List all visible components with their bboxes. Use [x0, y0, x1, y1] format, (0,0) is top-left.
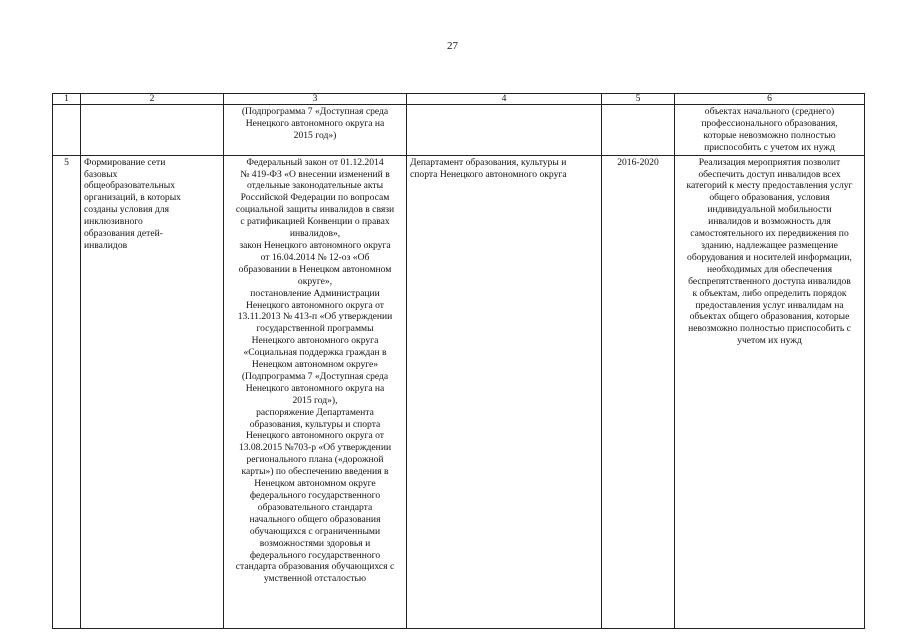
text-line: Ненецкого автономного округа на	[245, 382, 385, 394]
expected-result-cell	[675, 155, 865, 628]
text-line: категорий к месту предоставления услуг	[686, 180, 853, 192]
text-line: оборудования и носителей информации,	[687, 251, 852, 263]
text-line: Российской Федерации по вопросам	[240, 192, 390, 204]
table-row	[53, 155, 865, 628]
text-line: инвалидов»,	[289, 228, 341, 240]
text-line: постановление Администрации	[250, 287, 380, 299]
text-line: Ненецкого автономного округа на	[245, 117, 385, 129]
text-line: предоставления услуг инвалидам на	[695, 299, 844, 311]
header-cell: 2	[81, 94, 224, 105]
header-cell: 3	[224, 94, 407, 105]
text-line: индивидуальной мобильности	[707, 204, 832, 216]
text-line: беспрепятственного доступа инвалидов	[688, 275, 851, 287]
table-cell	[407, 105, 602, 156]
text-line: обеспечить доступ инвалидов всех	[698, 168, 841, 180]
text-line: федерального государственного	[249, 490, 381, 501]
legal-basis-cell	[224, 105, 407, 156]
text-line: закон Ненецкого автономного округа	[239, 239, 391, 251]
text-line: зданию, надлежащее размещение	[701, 239, 838, 251]
header-cell: 6	[675, 94, 865, 105]
text-line: невозможно полностью приспособить с	[688, 323, 851, 335]
text-line: приспособить с учетом их нужд	[704, 141, 835, 153]
responsible-executor-cell	[407, 155, 602, 628]
text-line: образования, культуры и спорта	[249, 418, 381, 430]
continuation-row	[53, 105, 865, 156]
text-line: Ненецкого автономного округа от	[245, 430, 384, 442]
table-cell	[602, 105, 675, 156]
text-line: № 419-ФЗ «О внесении изменений в	[240, 168, 390, 180]
table-header-row	[53, 94, 865, 105]
text-line: социальной защиты инвалидов в связи	[235, 204, 395, 216]
text-line: общеобразовательных	[84, 180, 175, 192]
text-line: инвалидов и возможность для	[708, 216, 831, 228]
text-line: распоряжение Департамента	[256, 406, 374, 418]
header-cell: 4	[407, 94, 602, 105]
text-line: самостоятельного их передвижения по	[690, 228, 849, 240]
legal-basis-cell	[224, 155, 407, 628]
text-line: федерального государственного	[249, 549, 381, 561]
table-cell	[81, 105, 224, 156]
text-line: Реализация мероприятия позволит	[698, 156, 841, 168]
text-line: образовании в Ненецком автономном	[238, 263, 392, 275]
text-line: государственной программы	[256, 323, 374, 335]
text-line: инклюзивного	[84, 216, 143, 228]
text-line: инвалидов	[84, 239, 128, 251]
text-line: 13.11.2013 № 413-п «Об утверждении	[237, 311, 393, 323]
text-line: с ратификацией Конвенции о правах	[240, 216, 390, 228]
page-number: 27	[447, 40, 458, 52]
text-line: регионального плана («дорожной	[246, 454, 384, 466]
text-line: начального общего образования	[249, 513, 381, 525]
text-line: Ненецком автономном округе	[254, 478, 376, 490]
text-line: Федеральный закон от 01.12.2014	[246, 156, 384, 168]
text-line: образования детей-	[84, 228, 163, 240]
header-cell: 5	[602, 94, 675, 105]
text-line: которые невозможно полностью	[703, 129, 836, 141]
measures-table	[52, 93, 865, 629]
text-line: 2015 год»)	[293, 129, 337, 141]
text-line: объектах начального (среднего)	[704, 106, 835, 117]
text-line: округе»,	[297, 275, 333, 287]
text-line: необходимых для обеспечения	[706, 263, 833, 275]
text-line: от 16.04.2014 № 12-оз «Об	[260, 251, 370, 263]
text-line: карты») по обеспечению введения в	[241, 466, 389, 478]
deadline-cell: 2016-2020	[602, 155, 675, 628]
text-line: базовых	[84, 168, 118, 180]
text-line: возможностями здоровья и	[259, 537, 371, 549]
text-line: 13.08.2015 №703-р «Об утверждении	[238, 442, 392, 454]
text-line: образовательного стандарта	[257, 501, 373, 513]
text-line: 2015 год»),	[292, 394, 338, 406]
text-line: профессионального образования,	[701, 117, 838, 129]
expected-result-cell	[675, 105, 865, 156]
text-line: Формирование сети	[84, 156, 166, 168]
text-line: Ненецкого автономного округа	[251, 335, 379, 347]
table-cell	[53, 105, 81, 156]
text-line: учетом их нужд	[737, 335, 802, 347]
header-cell: 1	[53, 94, 81, 105]
text-line: обучающихся с ограниченными	[249, 525, 381, 537]
text-line: общего образования, условия	[709, 192, 830, 204]
text-line: (Подпрограмма 7 «Доступная среда	[241, 370, 389, 382]
text-line: организаций, в которых	[84, 192, 181, 204]
text-line: к объектам, либо определить порядок	[692, 287, 847, 299]
row-number-cell: 5	[53, 155, 81, 628]
text-line: Департамент образования, культуры и	[410, 156, 567, 168]
text-line: созданы условия для	[84, 204, 169, 216]
text-line: спорта Ненецкого автономного округа	[410, 168, 567, 180]
text-line: отдельные законодательные акты	[246, 180, 384, 192]
text-line: умственной отсталостью	[263, 573, 367, 585]
text-line: Ненецкого автономного округа от	[245, 299, 384, 311]
text-line: объектах общего образования, которые	[689, 311, 850, 323]
text-line: «Социальная поддержка граждан в	[243, 347, 387, 359]
measure-name-cell	[81, 155, 224, 628]
text-line: Ненецком автономном округе»	[251, 359, 379, 371]
text-line: (Подпрограмма 7 «Доступная среда	[241, 106, 389, 117]
text-line: стандарта образования обучающихся с	[235, 561, 395, 573]
